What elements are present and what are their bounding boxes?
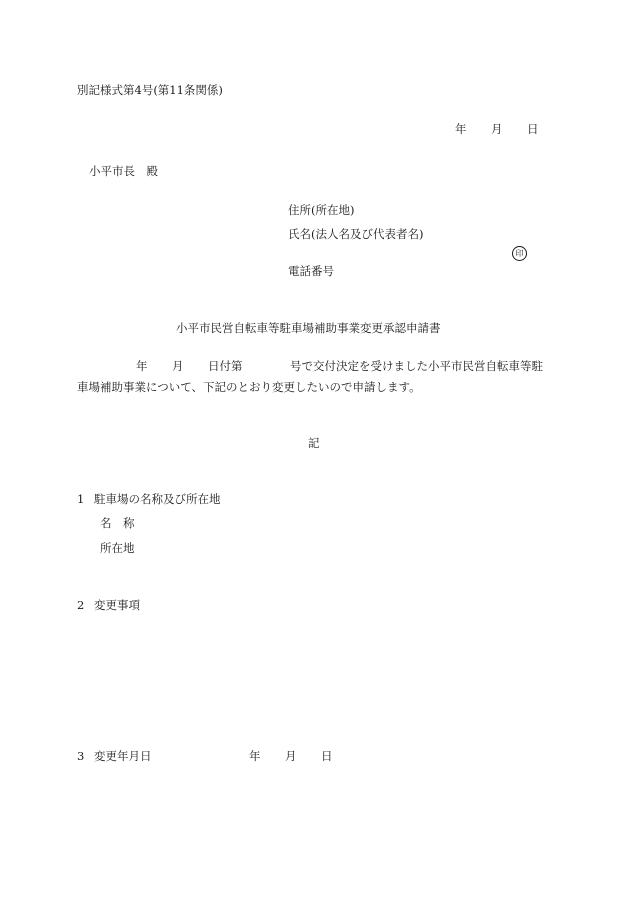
body-day-no: 日付第 xyxy=(208,359,243,373)
form-id: 別記様式第4号(第11条関係) xyxy=(77,83,223,97)
item-3-label: 変更年月日 xyxy=(94,749,152,763)
name-label: 氏名(法人名及び代表者名) xyxy=(288,227,424,241)
item-3-month: 月 xyxy=(285,749,297,763)
item-3-number: 3 xyxy=(77,749,85,763)
seal-mark: 印 xyxy=(512,246,527,261)
ki-heading: 記 xyxy=(308,436,320,450)
item-2-label: 変更事項 xyxy=(94,598,140,612)
item-1-label: 駐車場の名称及び所在地 xyxy=(94,492,221,506)
date-year: 年 xyxy=(455,122,467,136)
body-line1-rest: 号で交付決定を受けました小平市民営自転車等駐 xyxy=(290,359,543,373)
item-2-number: 2 xyxy=(77,598,85,612)
body-line2: 車場補助事業について、下記のとおり変更したいので申請します。 xyxy=(77,380,421,394)
body-year: 年 xyxy=(136,359,148,373)
item-1-location-label: 所在地 xyxy=(100,541,135,555)
document-title: 小平市民営自転車等駐車場補助事業変更承認申請書 xyxy=(176,321,441,335)
item-1-name-label: 名 称 xyxy=(100,516,135,530)
date-month: 月 xyxy=(491,122,503,136)
addressee: 小平市長 殿 xyxy=(89,164,158,178)
address-label: 住所(所在地) xyxy=(288,203,355,217)
phone-label: 電話番号 xyxy=(288,264,334,278)
body-month: 月 xyxy=(172,359,184,373)
date-day: 日 xyxy=(527,122,539,136)
item-3-day: 日 xyxy=(321,749,333,763)
item-1-number: 1 xyxy=(77,492,85,506)
item-3-year: 年 xyxy=(249,749,261,763)
